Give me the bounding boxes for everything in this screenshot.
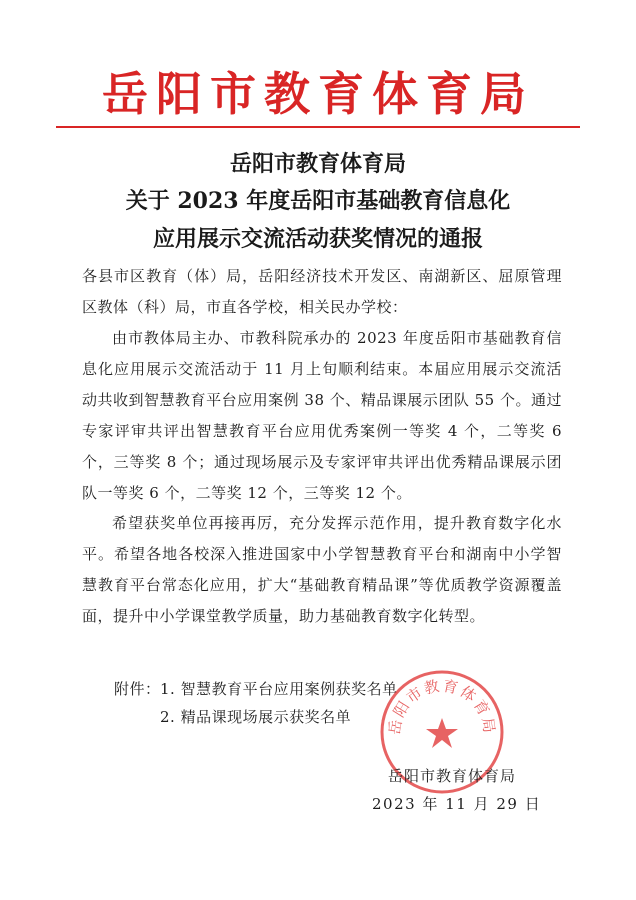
issue-date: 2023 年 11 月 29 日 (372, 795, 542, 813)
issuer-name: 岳阳市教育体育局 (388, 767, 517, 785)
salutation: 各县市区教育（体）局，岳阳经济技术开发区、南湖新区、屈原管理区教体（科）局，市直各学校，相关民办学校： (82, 267, 562, 316)
doc-title-line-2: 关于 2023 年度岳阳市基础教育信息化 (125, 188, 511, 214)
doc-title-line-1: 岳阳市教育体育局 (229, 151, 406, 177)
seal-text: 岳阳市教育体育局 (385, 676, 499, 736)
star-icon (426, 718, 458, 748)
masthead-divider (56, 126, 580, 128)
doc-title-line-3: 应用展示交流活动获奖情况的通报 (152, 226, 483, 252)
body-paragraph-1: 由市教体局主办、市教科院承办的 2023 年度岳阳市基础教育信息化应用展示交流活动于 11 月上旬顺利结束。本届应用展示交流活动共收到智慧教育平台应用案例 38 个、精品课展示团队 55 个。通过专家评审共评出智慧教育平台应用优秀案例一等奖 4 个，二等奖 6 个，三等奖 8 个；通过现场展示及专家评审共评出优秀精品课展示团队一等奖 6 个，二等奖 12 个，三等奖 12 个。 (82, 329, 562, 502)
attachments-label: 附件： (114, 680, 161, 698)
masthead-title: 岳阳市教育体育局 (102, 67, 534, 121)
body-paragraph-2: 希望获奖单位再接再厉，充分发挥示范作用，提升教育数字化水平。希望各地各校深入推进国家中小学智慧教育平台和湖南中小学智慧教育平台常态化应用，扩大“基础教育精品课”等优质教学资源覆盖面，提升中小学课堂教学质量，助力基础教育数字化转型。 (82, 514, 562, 625)
attachment-item: 2. 精品课现场展示获奖名单 (160, 708, 352, 726)
attachment-item: 1. 智慧教育平台应用案例获奖名单 (160, 680, 398, 698)
